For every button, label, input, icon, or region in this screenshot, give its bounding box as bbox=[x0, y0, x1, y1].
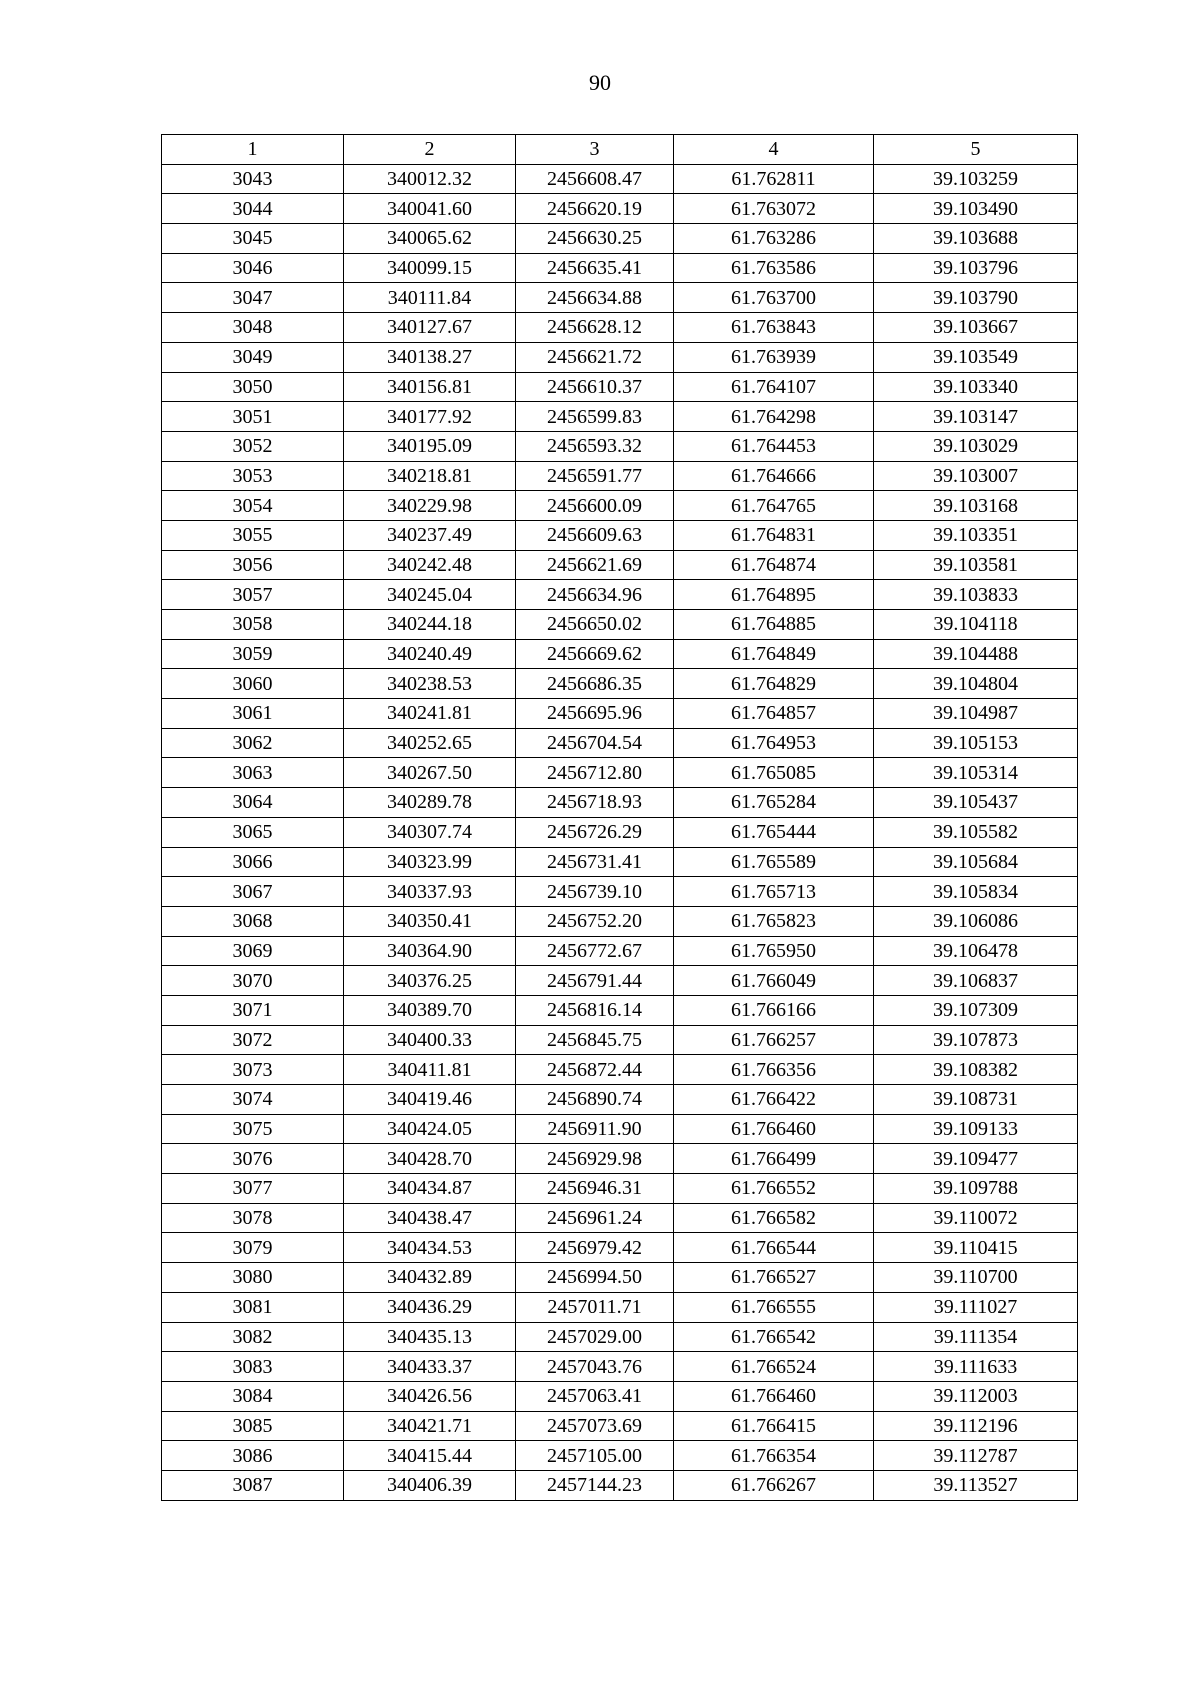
table-row bbox=[162, 283, 1078, 313]
table-cell-col-1: 3047 bbox=[162, 283, 344, 313]
table-cell-col-3: 2456593.32 bbox=[516, 431, 674, 461]
table-row bbox=[162, 758, 1078, 788]
table-row bbox=[162, 728, 1078, 758]
table-cell-col-3: 2456712.80 bbox=[516, 758, 674, 788]
table-cell-col-5: 39.105834 bbox=[874, 877, 1078, 907]
table-cell-col-1: 3068 bbox=[162, 906, 344, 936]
table-row bbox=[162, 995, 1078, 1025]
table-cell-col-5: 39.105314 bbox=[874, 758, 1078, 788]
table-cell-col-5: 39.106478 bbox=[874, 936, 1078, 966]
table-cell-col-4: 61.766166 bbox=[674, 995, 874, 1025]
table-cell-col-1: 3058 bbox=[162, 610, 344, 640]
table-cell-col-2: 340438.47 bbox=[344, 1203, 516, 1233]
table-cell-col-1: 3083 bbox=[162, 1352, 344, 1382]
table-row bbox=[162, 1055, 1078, 1085]
table-cell-col-1: 3079 bbox=[162, 1233, 344, 1263]
table-cell-col-2: 340411.81 bbox=[344, 1055, 516, 1085]
table-row bbox=[162, 1144, 1078, 1174]
table-row bbox=[162, 313, 1078, 343]
table-cell-col-3: 2456686.35 bbox=[516, 669, 674, 699]
table-row bbox=[162, 1441, 1078, 1471]
table-row bbox=[162, 1174, 1078, 1204]
table-cell-col-3: 2456620.19 bbox=[516, 194, 674, 224]
table-cell-col-2: 340406.39 bbox=[344, 1470, 516, 1500]
table-cell-col-1: 3078 bbox=[162, 1203, 344, 1233]
table-cell-col-1: 3060 bbox=[162, 669, 344, 699]
table-cell-col-5: 39.105582 bbox=[874, 817, 1078, 847]
table-row bbox=[162, 1352, 1078, 1382]
table-cell-col-2: 340434.53 bbox=[344, 1233, 516, 1263]
table-cell-col-2: 340364.90 bbox=[344, 936, 516, 966]
table-cell-col-4: 61.766415 bbox=[674, 1411, 874, 1441]
table-row bbox=[162, 342, 1078, 372]
table-cell-col-5: 39.109788 bbox=[874, 1174, 1078, 1204]
table-cell-col-1: 3076 bbox=[162, 1144, 344, 1174]
table-cell-col-2: 340436.29 bbox=[344, 1292, 516, 1322]
table-row bbox=[162, 194, 1078, 224]
table-cell-col-4: 61.766542 bbox=[674, 1322, 874, 1352]
table-cell-col-3: 2456628.12 bbox=[516, 313, 674, 343]
table-cell-col-1: 3087 bbox=[162, 1470, 344, 1500]
table-row bbox=[162, 966, 1078, 996]
table-cell-col-5: 39.106837 bbox=[874, 966, 1078, 996]
table-cell-col-2: 340229.98 bbox=[344, 491, 516, 521]
column-header-2: 2 bbox=[344, 135, 516, 165]
table-cell-col-3: 2457073.69 bbox=[516, 1411, 674, 1441]
table-row bbox=[162, 906, 1078, 936]
table-row bbox=[162, 639, 1078, 669]
table-body bbox=[162, 164, 1078, 1500]
table-cell-col-3: 2456669.62 bbox=[516, 639, 674, 669]
table-cell-col-5: 39.104488 bbox=[874, 639, 1078, 669]
table-cell-col-1: 3046 bbox=[162, 253, 344, 283]
table-row bbox=[162, 461, 1078, 491]
table-cell-col-2: 340428.70 bbox=[344, 1144, 516, 1174]
table-cell-col-3: 2456845.75 bbox=[516, 1025, 674, 1055]
table-cell-col-1: 3056 bbox=[162, 550, 344, 580]
table-cell-col-3: 2456630.25 bbox=[516, 224, 674, 254]
table-cell-col-4: 61.765823 bbox=[674, 906, 874, 936]
table-cell-col-2: 340245.04 bbox=[344, 580, 516, 610]
table-cell-col-1: 3059 bbox=[162, 639, 344, 669]
table-cell-col-2: 340252.65 bbox=[344, 728, 516, 758]
table-cell-col-4: 61.764829 bbox=[674, 669, 874, 699]
table-cell-col-1: 3050 bbox=[162, 372, 344, 402]
table-cell-col-1: 3077 bbox=[162, 1174, 344, 1204]
table-cell-col-2: 340426.56 bbox=[344, 1381, 516, 1411]
table-cell-col-4: 61.765950 bbox=[674, 936, 874, 966]
table-cell-col-3: 2456791.44 bbox=[516, 966, 674, 996]
table-cell-col-4: 61.766524 bbox=[674, 1352, 874, 1382]
table-cell-col-5: 39.108382 bbox=[874, 1055, 1078, 1085]
table-row bbox=[162, 1085, 1078, 1115]
table-cell-col-5: 39.103667 bbox=[874, 313, 1078, 343]
table-row bbox=[162, 164, 1078, 194]
table-row bbox=[162, 1114, 1078, 1144]
table-cell-col-1: 3065 bbox=[162, 817, 344, 847]
table-cell-col-4: 61.764953 bbox=[674, 728, 874, 758]
table-cell-col-5: 39.112003 bbox=[874, 1381, 1078, 1411]
table-cell-col-3: 2456890.74 bbox=[516, 1085, 674, 1115]
table-cell-col-1: 3049 bbox=[162, 342, 344, 372]
table-cell-col-4: 61.764765 bbox=[674, 491, 874, 521]
coordinates-table bbox=[161, 134, 1078, 1501]
table-cell-col-4: 61.764885 bbox=[674, 610, 874, 640]
table-cell-col-4: 61.766460 bbox=[674, 1381, 874, 1411]
table-cell-col-5: 39.105153 bbox=[874, 728, 1078, 758]
table-cell-col-4: 61.763843 bbox=[674, 313, 874, 343]
table-row bbox=[162, 402, 1078, 432]
table-cell-col-1: 3067 bbox=[162, 877, 344, 907]
table-cell-col-1: 3063 bbox=[162, 758, 344, 788]
table-cell-col-1: 3054 bbox=[162, 491, 344, 521]
table-cell-col-4: 61.764895 bbox=[674, 580, 874, 610]
table-cell-col-2: 340240.49 bbox=[344, 639, 516, 669]
column-header-1: 1 bbox=[162, 135, 344, 165]
table-cell-col-5: 39.113527 bbox=[874, 1470, 1078, 1500]
table-cell-col-4: 61.765284 bbox=[674, 788, 874, 818]
table-cell-col-5: 39.103147 bbox=[874, 402, 1078, 432]
table-cell-col-4: 61.766049 bbox=[674, 966, 874, 996]
page-number: 90 bbox=[589, 70, 611, 95]
table-cell-col-5: 39.112196 bbox=[874, 1411, 1078, 1441]
table-cell-col-4: 61.764849 bbox=[674, 639, 874, 669]
table-cell-col-4: 61.766422 bbox=[674, 1085, 874, 1115]
table-cell-col-5: 39.103351 bbox=[874, 520, 1078, 550]
table-cell-col-5: 39.106086 bbox=[874, 906, 1078, 936]
table-cell-col-4: 61.766354 bbox=[674, 1441, 874, 1471]
table-cell-col-5: 39.103549 bbox=[874, 342, 1078, 372]
table-cell-col-3: 2456599.83 bbox=[516, 402, 674, 432]
table-cell-col-2: 340350.41 bbox=[344, 906, 516, 936]
table-cell-col-2: 340238.53 bbox=[344, 669, 516, 699]
table-cell-col-2: 340177.92 bbox=[344, 402, 516, 432]
table-cell-col-3: 2456946.31 bbox=[516, 1174, 674, 1204]
table-cell-col-4: 61.765589 bbox=[674, 847, 874, 877]
table-row bbox=[162, 1470, 1078, 1500]
column-header-3: 3 bbox=[516, 135, 674, 165]
table-cell-col-4: 61.766460 bbox=[674, 1114, 874, 1144]
table-cell-col-2: 340389.70 bbox=[344, 995, 516, 1025]
table-cell-col-5: 39.105684 bbox=[874, 847, 1078, 877]
table-cell-col-3: 2456695.96 bbox=[516, 699, 674, 729]
table-cell-col-4: 61.764857 bbox=[674, 699, 874, 729]
table-cell-col-5: 39.110415 bbox=[874, 1233, 1078, 1263]
table-cell-col-4: 61.766582 bbox=[674, 1203, 874, 1233]
table-cell-col-1: 3053 bbox=[162, 461, 344, 491]
table-cell-col-5: 39.103688 bbox=[874, 224, 1078, 254]
table-row bbox=[162, 1263, 1078, 1293]
table-cell-col-3: 2456634.96 bbox=[516, 580, 674, 610]
table-cell-col-2: 340012.32 bbox=[344, 164, 516, 194]
table-cell-col-5: 39.103168 bbox=[874, 491, 1078, 521]
table-row bbox=[162, 610, 1078, 640]
table-cell-col-4: 61.763286 bbox=[674, 224, 874, 254]
table-cell-col-5: 39.103259 bbox=[874, 164, 1078, 194]
table-cell-col-5: 39.108731 bbox=[874, 1085, 1078, 1115]
table-cell-col-1: 3052 bbox=[162, 431, 344, 461]
table-cell-col-5: 39.103029 bbox=[874, 431, 1078, 461]
table-cell-col-1: 3045 bbox=[162, 224, 344, 254]
table-cell-col-1: 3075 bbox=[162, 1114, 344, 1144]
table-cell-col-5: 39.103790 bbox=[874, 283, 1078, 313]
table-cell-col-5: 39.107309 bbox=[874, 995, 1078, 1025]
table-cell-col-3: 2457105.00 bbox=[516, 1441, 674, 1471]
table-cell-col-2: 340237.49 bbox=[344, 520, 516, 550]
table-row bbox=[162, 1025, 1078, 1055]
table-cell-col-2: 340241.81 bbox=[344, 699, 516, 729]
table-cell-col-5: 39.103007 bbox=[874, 461, 1078, 491]
table-row bbox=[162, 224, 1078, 254]
table-cell-col-5: 39.104804 bbox=[874, 669, 1078, 699]
table-cell-col-1: 3061 bbox=[162, 699, 344, 729]
table-cell-col-5: 39.109477 bbox=[874, 1144, 1078, 1174]
table-cell-col-4: 61.763586 bbox=[674, 253, 874, 283]
table-cell-col-3: 2456726.29 bbox=[516, 817, 674, 847]
table-row bbox=[162, 817, 1078, 847]
table-header-row bbox=[162, 135, 1078, 165]
table-cell-col-3: 2456610.37 bbox=[516, 372, 674, 402]
table-cell-col-4: 61.765085 bbox=[674, 758, 874, 788]
table-cell-col-2: 340111.84 bbox=[344, 283, 516, 313]
table-cell-col-2: 340127.67 bbox=[344, 313, 516, 343]
table-cell-col-2: 340195.09 bbox=[344, 431, 516, 461]
table-cell-col-2: 340099.15 bbox=[344, 253, 516, 283]
table-cell-col-5: 39.111354 bbox=[874, 1322, 1078, 1352]
table-cell-col-4: 61.764666 bbox=[674, 461, 874, 491]
table-cell-col-3: 2456650.02 bbox=[516, 610, 674, 640]
table-cell-col-1: 3048 bbox=[162, 313, 344, 343]
table-cell-col-4: 61.763072 bbox=[674, 194, 874, 224]
table-cell-col-2: 340323.99 bbox=[344, 847, 516, 877]
table-cell-col-2: 340424.05 bbox=[344, 1114, 516, 1144]
table-cell-col-5: 39.103340 bbox=[874, 372, 1078, 402]
table-cell-col-2: 340267.50 bbox=[344, 758, 516, 788]
table-cell-col-4: 61.763939 bbox=[674, 342, 874, 372]
table-row bbox=[162, 372, 1078, 402]
table-row bbox=[162, 550, 1078, 580]
table-row bbox=[162, 1292, 1078, 1322]
table-cell-col-5: 39.109133 bbox=[874, 1114, 1078, 1144]
table-row bbox=[162, 580, 1078, 610]
table-cell-col-3: 2456609.63 bbox=[516, 520, 674, 550]
table-cell-col-3: 2456600.09 bbox=[516, 491, 674, 521]
table-cell-col-1: 3072 bbox=[162, 1025, 344, 1055]
table-cell-col-3: 2457063.41 bbox=[516, 1381, 674, 1411]
table-cell-col-3: 2456591.77 bbox=[516, 461, 674, 491]
table-cell-col-2: 340041.60 bbox=[344, 194, 516, 224]
table-cell-col-5: 39.111027 bbox=[874, 1292, 1078, 1322]
table-cell-col-3: 2457043.76 bbox=[516, 1352, 674, 1382]
table-cell-col-5: 39.111633 bbox=[874, 1352, 1078, 1382]
table-cell-col-4: 61.765444 bbox=[674, 817, 874, 847]
table-cell-col-1: 3082 bbox=[162, 1322, 344, 1352]
table-cell-col-2: 340065.62 bbox=[344, 224, 516, 254]
table-cell-col-3: 2456621.72 bbox=[516, 342, 674, 372]
table-row bbox=[162, 1411, 1078, 1441]
table-cell-col-1: 3085 bbox=[162, 1411, 344, 1441]
table-cell-col-1: 3084 bbox=[162, 1381, 344, 1411]
table-cell-col-3: 2456911.90 bbox=[516, 1114, 674, 1144]
table-cell-col-2: 340433.37 bbox=[344, 1352, 516, 1382]
table-cell-col-4: 61.766555 bbox=[674, 1292, 874, 1322]
table-cell-col-3: 2456704.54 bbox=[516, 728, 674, 758]
table-cell-col-2: 340138.27 bbox=[344, 342, 516, 372]
table-cell-col-2: 340432.89 bbox=[344, 1263, 516, 1293]
table-cell-col-2: 340242.48 bbox=[344, 550, 516, 580]
table-cell-col-5: 39.105437 bbox=[874, 788, 1078, 818]
table-cell-col-2: 340400.33 bbox=[344, 1025, 516, 1055]
table-cell-col-2: 340156.81 bbox=[344, 372, 516, 402]
table-cell-col-5: 39.104118 bbox=[874, 610, 1078, 640]
table-cell-col-4: 61.764874 bbox=[674, 550, 874, 580]
table-cell-col-3: 2456634.88 bbox=[516, 283, 674, 313]
table-cell-col-2: 340434.87 bbox=[344, 1174, 516, 1204]
table-row bbox=[162, 1233, 1078, 1263]
table-cell-col-3: 2456979.42 bbox=[516, 1233, 674, 1263]
table-cell-col-1: 3081 bbox=[162, 1292, 344, 1322]
table-cell-col-1: 3080 bbox=[162, 1263, 344, 1293]
table-cell-col-1: 3071 bbox=[162, 995, 344, 1025]
table-cell-col-1: 3043 bbox=[162, 164, 344, 194]
table-cell-col-5: 39.107873 bbox=[874, 1025, 1078, 1055]
table-cell-col-3: 2456994.50 bbox=[516, 1263, 674, 1293]
table-cell-col-1: 3055 bbox=[162, 520, 344, 550]
table-cell-col-4: 61.766552 bbox=[674, 1174, 874, 1204]
table-cell-col-3: 2456929.98 bbox=[516, 1144, 674, 1174]
table-cell-col-2: 340419.46 bbox=[344, 1085, 516, 1115]
table-cell-col-2: 340307.74 bbox=[344, 817, 516, 847]
table-cell-col-4: 61.762811 bbox=[674, 164, 874, 194]
table-cell-col-2: 340435.13 bbox=[344, 1322, 516, 1352]
table-cell-col-4: 61.766267 bbox=[674, 1470, 874, 1500]
table-cell-col-4: 61.764298 bbox=[674, 402, 874, 432]
table-cell-col-5: 39.110700 bbox=[874, 1263, 1078, 1293]
table-cell-col-2: 340421.71 bbox=[344, 1411, 516, 1441]
table-cell-col-2: 340415.44 bbox=[344, 1441, 516, 1471]
table-cell-col-5: 39.104987 bbox=[874, 699, 1078, 729]
table-cell-col-5: 39.112787 bbox=[874, 1441, 1078, 1471]
table-cell-col-1: 3069 bbox=[162, 936, 344, 966]
table-cell-col-3: 2456961.24 bbox=[516, 1203, 674, 1233]
table-cell-col-4: 61.766356 bbox=[674, 1055, 874, 1085]
table-cell-col-5: 39.103833 bbox=[874, 580, 1078, 610]
table-row bbox=[162, 1203, 1078, 1233]
column-header-5: 5 bbox=[874, 135, 1078, 165]
table-cell-col-4: 61.766544 bbox=[674, 1233, 874, 1263]
table-cell-col-3: 2456752.20 bbox=[516, 906, 674, 936]
table-cell-col-3: 2457029.00 bbox=[516, 1322, 674, 1352]
table-row bbox=[162, 431, 1078, 461]
table-row bbox=[162, 1381, 1078, 1411]
table-cell-col-1: 3073 bbox=[162, 1055, 344, 1085]
table-cell-col-3: 2456608.47 bbox=[516, 164, 674, 194]
table-cell-col-4: 61.766257 bbox=[674, 1025, 874, 1055]
table-cell-col-1: 3086 bbox=[162, 1441, 344, 1471]
table-cell-col-3: 2456635.41 bbox=[516, 253, 674, 283]
table-cell-col-4: 61.763700 bbox=[674, 283, 874, 313]
table-cell-col-5: 39.103490 bbox=[874, 194, 1078, 224]
table-cell-col-4: 61.764831 bbox=[674, 520, 874, 550]
table-cell-col-1: 3044 bbox=[162, 194, 344, 224]
table-cell-col-4: 61.766499 bbox=[674, 1144, 874, 1174]
table-row bbox=[162, 847, 1078, 877]
table-cell-col-3: 2456772.67 bbox=[516, 936, 674, 966]
table-cell-col-3: 2457011.71 bbox=[516, 1292, 674, 1322]
column-header-4: 4 bbox=[674, 135, 874, 165]
table-cell-col-4: 61.765713 bbox=[674, 877, 874, 907]
table-cell-col-3: 2456718.93 bbox=[516, 788, 674, 818]
table-cell-col-1: 3070 bbox=[162, 966, 344, 996]
table-cell-col-3: 2456816.14 bbox=[516, 995, 674, 1025]
table-cell-col-2: 340376.25 bbox=[344, 966, 516, 996]
table-row bbox=[162, 253, 1078, 283]
table-cell-col-4: 61.766527 bbox=[674, 1263, 874, 1293]
table-row bbox=[162, 936, 1078, 966]
table-cell-col-3: 2456739.10 bbox=[516, 877, 674, 907]
table-row bbox=[162, 520, 1078, 550]
table-cell-col-2: 340244.18 bbox=[344, 610, 516, 640]
table-cell-col-1: 3051 bbox=[162, 402, 344, 432]
table-cell-col-1: 3066 bbox=[162, 847, 344, 877]
table-cell-col-2: 340218.81 bbox=[344, 461, 516, 491]
table-row bbox=[162, 877, 1078, 907]
table-cell-col-2: 340337.93 bbox=[344, 877, 516, 907]
table-cell-col-3: 2457144.23 bbox=[516, 1470, 674, 1500]
table-cell-col-1: 3062 bbox=[162, 728, 344, 758]
table-row bbox=[162, 669, 1078, 699]
table-cell-col-4: 61.764453 bbox=[674, 431, 874, 461]
table-row bbox=[162, 1322, 1078, 1352]
table-row bbox=[162, 491, 1078, 521]
table-cell-col-1: 3074 bbox=[162, 1085, 344, 1115]
table-cell-col-5: 39.103581 bbox=[874, 550, 1078, 580]
table-row bbox=[162, 788, 1078, 818]
table-cell-col-3: 2456621.69 bbox=[516, 550, 674, 580]
table-cell-col-1: 3064 bbox=[162, 788, 344, 818]
table-cell-col-5: 39.110072 bbox=[874, 1203, 1078, 1233]
table-cell-col-2: 340289.78 bbox=[344, 788, 516, 818]
table-cell-col-5: 39.103796 bbox=[874, 253, 1078, 283]
table-cell-col-4: 61.764107 bbox=[674, 372, 874, 402]
table-cell-col-3: 2456872.44 bbox=[516, 1055, 674, 1085]
table-row bbox=[162, 699, 1078, 729]
table-cell-col-3: 2456731.41 bbox=[516, 847, 674, 877]
table-cell-col-1: 3057 bbox=[162, 580, 344, 610]
